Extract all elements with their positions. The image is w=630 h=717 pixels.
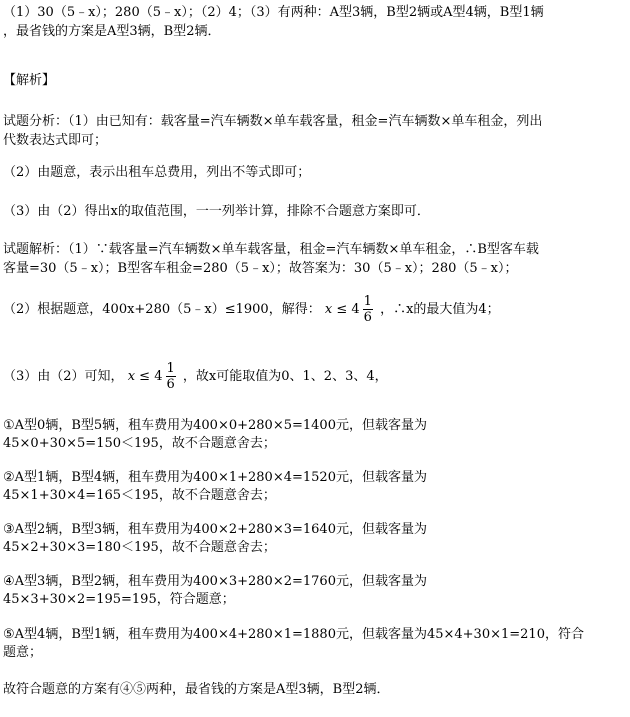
- jiexi-heading: 【解析】: [3, 73, 56, 88]
- case-4-line-2: 45×3+30×2=195=195，符合题意；: [3, 592, 235, 607]
- inequality-operator: ≤: [336, 302, 348, 317]
- case-3-line-1: ③A型2辆，B型3辆，租车费用为400×2+280×3=1640元，但载客量为: [3, 522, 427, 537]
- case-1-line-1: ①A型0辆，B型5辆，租车费用为400×0+280×5=1400元，但载客量为: [3, 418, 427, 433]
- solution-point-2: [3, 294, 500, 325]
- inequality-operator: ≤: [139, 369, 151, 384]
- case-4-line-1: ④A型3辆，B型2辆，租车费用为400×3+280×2=1760元，但载客量为: [3, 574, 427, 589]
- analysis-line-1: 试题分析：（1）由已知有：载客量=汽车辆数×单车载客量，租金=汽车辆数×单车租金，列出: [3, 114, 543, 129]
- inequality-variable: x: [127, 369, 136, 384]
- case-5-line-2: 题意；: [3, 645, 43, 660]
- mixed-number-whole: 4: [154, 369, 163, 384]
- solution-point-3-post: ，故x可能取值为0、1、2、3、4，: [182, 369, 388, 384]
- fraction-denominator: 6: [166, 377, 175, 392]
- fraction-numerator: 1: [363, 294, 372, 309]
- solution-point-3: [3, 361, 388, 392]
- case-5-line-1: ⑤A型4辆，B型1辆，租车费用为400×4+280×1=1880元，但载客量为45×4+30×1=210，符合: [3, 627, 584, 642]
- solution-line-1: 试题解析：（1）∵载客量=汽车辆数×单车载客量，租金=汽车辆数×单车租金，∴B型客车载: [3, 242, 539, 257]
- fraction-numerator: 1: [166, 361, 175, 376]
- case-1-line-2: 45×0+30×5=150＜195，故不合题意舍去；: [3, 436, 276, 451]
- fraction-denominator: 6: [363, 310, 372, 325]
- solution-point-2-post: ，∴x的最大值为4；: [380, 302, 500, 317]
- solution-point-3-pre: （3）由（2）可知，: [3, 369, 124, 384]
- analysis-line-2: 代数表达式即可；: [3, 133, 108, 148]
- solution-point-2-pre: （2）根据题意，400x+280（5﹣x）≤1900，解得：: [3, 302, 321, 317]
- fraction: [363, 294, 373, 325]
- solution-line-2: 客量=30（5﹣x）；B型客车租金=280（5﹣x）；故答案为：30（5﹣x）；280（5﹣x）；: [3, 261, 518, 276]
- analysis-point-3: （3）由（2）得出x的取值范围，一一列举计算，排除不合题意方案即可．: [3, 204, 430, 219]
- inequality-variable: x: [324, 302, 333, 317]
- case-2-line-2: 45×1+30×4=165＜195，故不合题意舍去；: [3, 488, 276, 503]
- fraction: [166, 361, 176, 392]
- mixed-number-whole: 4: [351, 302, 360, 317]
- analysis-point-2: （2）由题意，表示出租车总费用，列出不等式即可；: [3, 165, 311, 180]
- case-2-line-1: ②A型1辆，B型4辆，租车费用为400×1+280×4=1520元，但载客量为: [3, 470, 427, 485]
- answer-line-2: ，最省钱的方案是A型3辆，B型2辆．: [3, 24, 221, 39]
- conclusion-line: 故符合题意的方案有④⑤两种，最省钱的方案是A型3辆，B型2辆．: [3, 682, 390, 697]
- answer-line-1: （1）30（5﹣x）；280（5﹣x）；（2）4；（3）有两种：A型3辆，B型2辆或A型4辆，B型1辆: [3, 5, 544, 20]
- case-3-line-2: 45×2+30×3=180＜195，故不合题意舍去；: [3, 540, 276, 555]
